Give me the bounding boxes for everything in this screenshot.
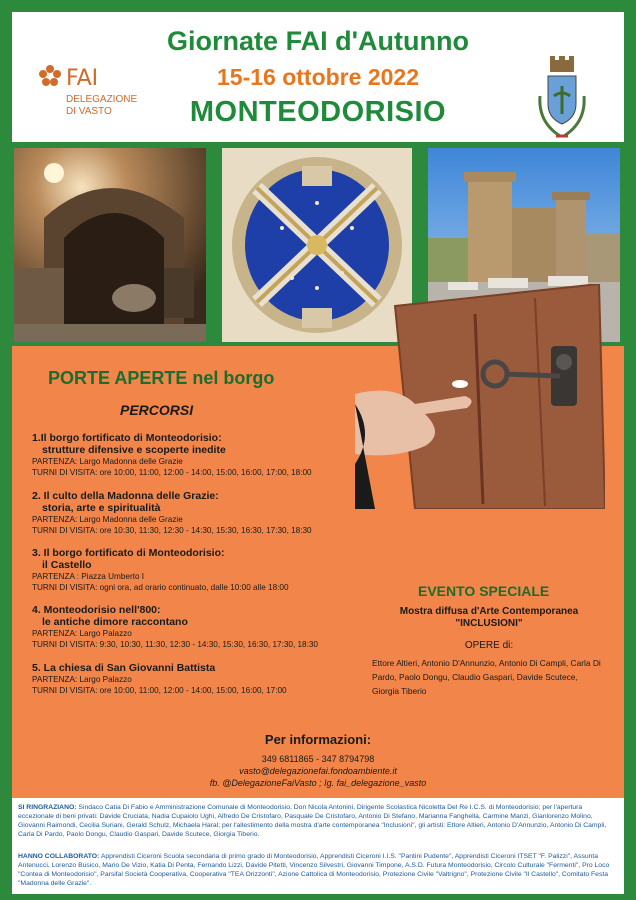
mostra-name: "INCLUSIONI" [455, 618, 523, 629]
porte-aperte-heading: PORTE APERTE nel borgo [48, 368, 275, 388]
key-door-photo [355, 284, 605, 509]
route-2 [32, 490, 352, 536]
route-title: 4. Monteodorisio nell'800: [32, 604, 161, 616]
fai-delegation [66, 94, 137, 118]
route-title: 5. La chiesa di San Giovanni Battista [32, 662, 216, 674]
event-dates: 15-16 ottobre 2022 [217, 64, 419, 90]
fai-delegation-line2: DI VASTO [66, 106, 112, 117]
footer-panel [12, 798, 624, 894]
route-subtitle: storia, arte e spiritualità [42, 502, 161, 514]
route-turni: TURNI DI VISITA: ogni ora, ad orario continuato, dalle 10:00 alle 18:00 [32, 583, 289, 592]
route-turni: TURNI DI VISITA: ore 10:30, 11:30, 12:30 - 14:30, 15:30, 16:30, 17:30, 18:30 [32, 526, 312, 535]
artists-list: Ettore Altieri, Antonio D'Annunzio, Antonio Di Campli, Carla Di Pardo, Paolo Dongu, Claudio Gaspari, Davide Scutece, Giorgia Tiberio [372, 658, 601, 696]
ringraziano-text: Sindaco Catia Di Fabio e Amministrazione Comunale di Monteodorisio, Don Nicola Antonini, Dirigente Scolastica Nicoletta Del Re I.C.S. di Monteodorisio; per l'apertura eccezionale di beni privati: Davide Cruciata, Nadia Cupaiolo Ughi, Alfredo De Cristofaro, Pasquale De Cristofaro, Antonio Di Stefano, Marianna Fanghella, Carmine Manzi, Gianlorenzo Molino, Giovanni Raimondi, Cecilia Suriani, Gerald Schulz, Michaela Haral; per l'allestimento della mostra d'arte contemporanea "Inclusioni", gli artisti: Ettore Altieri, Antonio D'Annunzio, Antonio Di Campli, Carla Di Pardo, Paolo Dongu, Claudio Gaspari, Davide Scutece, Giorgia Tiberio. [18, 804, 607, 838]
town-name: MONTEODORISIO [189, 96, 447, 128]
collaborato-label: HANNO COLLABORATO: [18, 853, 100, 860]
route-subtitle: le antiche dimore raccontano [42, 616, 188, 628]
collaborato-text: Apprendisti Ciceroni Scuola secondaria di primo grado di Monteodorisio, Apprendisti Ciceroni I.I.S. "Pantini Pudente", Apprendisti Ciceroni ITSET "F. Palizzi", Assunta Antenucci, Lorenzo Busico, Mario De Vizio, Katia Di Penta, Fernando Lizzi, Davide Pitetti, Vincenzo Silvestri, Giovanni Timpone, A.S.D. Futura Monteodorisio, Circolo Culturale "Fermenti", Pro Loco "Contea di Monteodorisio", Parsifal Società Cooperativa, Cooperativa "TEA Orizzonti", Azione Cattolica di Monteodorisio, Protezione Civile "Valtrigno", Protezione Civile "Il Castello", Comitato Festa "Madonna delle Grazie". [18, 853, 610, 887]
cellar-photo [14, 148, 206, 342]
route-subtitle: il Castello [42, 559, 92, 571]
route-title: 3. Il borgo fortificato di Monteodorisio: [32, 547, 225, 559]
header-panel [12, 12, 624, 142]
route-title: 2. Il culto della Madonna delle Grazie: [32, 490, 219, 502]
route-1 [32, 432, 352, 478]
fai-logo [38, 64, 148, 134]
percorsi-heading: PERCORSI [120, 402, 194, 418]
route-subtitle: strutture difensive e scoperte inedite [42, 444, 226, 456]
route-title: 1.Il borgo fortificato di Monteodorisio: [32, 432, 222, 444]
mostra-title: Mostra diffusa d'Arte Contemporanea [399, 606, 579, 617]
fai-logo-text: FAI [66, 66, 99, 91]
route-turni: TURNI DI VISITA: 9:30, 10:30, 11:30, 12:30 - 14:30, 15:30, 16:30, 17:30, 18:30 [32, 640, 318, 649]
opere-label: OPERE di: [464, 640, 514, 651]
route-3 [32, 547, 352, 593]
evento-speciale-heading: EVENTO SPECIALE [418, 583, 550, 599]
fai-delegation-line1: DELEGAZIONE [66, 94, 138, 105]
route-partenza: PARTENZA: Largo Palazzo [32, 675, 132, 684]
info-email: vasto@delegazionefai.fondoambiente.it [239, 766, 397, 776]
route-turni: TURNI DI VISITA: ore 10:00, 11:00, 12:00 - 14:00, 15:00, 16:00, 17:00, 18:00 [32, 468, 312, 477]
event-title: Giornate FAI d'Autunno [167, 26, 469, 56]
ringraziano-block [18, 803, 618, 839]
info-heading: Per informazioni: [264, 732, 372, 747]
fai-flower-icon [38, 64, 62, 88]
route-4 [32, 604, 352, 650]
municipal-crest-icon [532, 56, 592, 142]
route-partenza: PARTENZA: Largo Madonna delle Grazie [32, 457, 183, 466]
route-partenza: PARTENZA: Largo Madonna delle Grazie [32, 515, 183, 524]
collaborato-block [18, 852, 618, 888]
info-phones: 349 6811865 - 347 8794798 [261, 754, 375, 764]
ringraziano-label: SI RINGRAZIANO: [18, 804, 77, 811]
route-partenza: PARTENZA: Largo Palazzo [32, 629, 132, 638]
route-partenza: PARTENZA : Piazza Umberto I [32, 572, 145, 581]
info-social: fb. @DelegazioneFaiVasto ; Ig. fai_delegazione_vasto [209, 778, 427, 788]
route-5 [32, 662, 352, 696]
route-turni: TURNI DI VISITA: ore 10:00, 11:00, 12:00 - 14:00, 15:00, 16:00, 17:00 [32, 686, 287, 695]
